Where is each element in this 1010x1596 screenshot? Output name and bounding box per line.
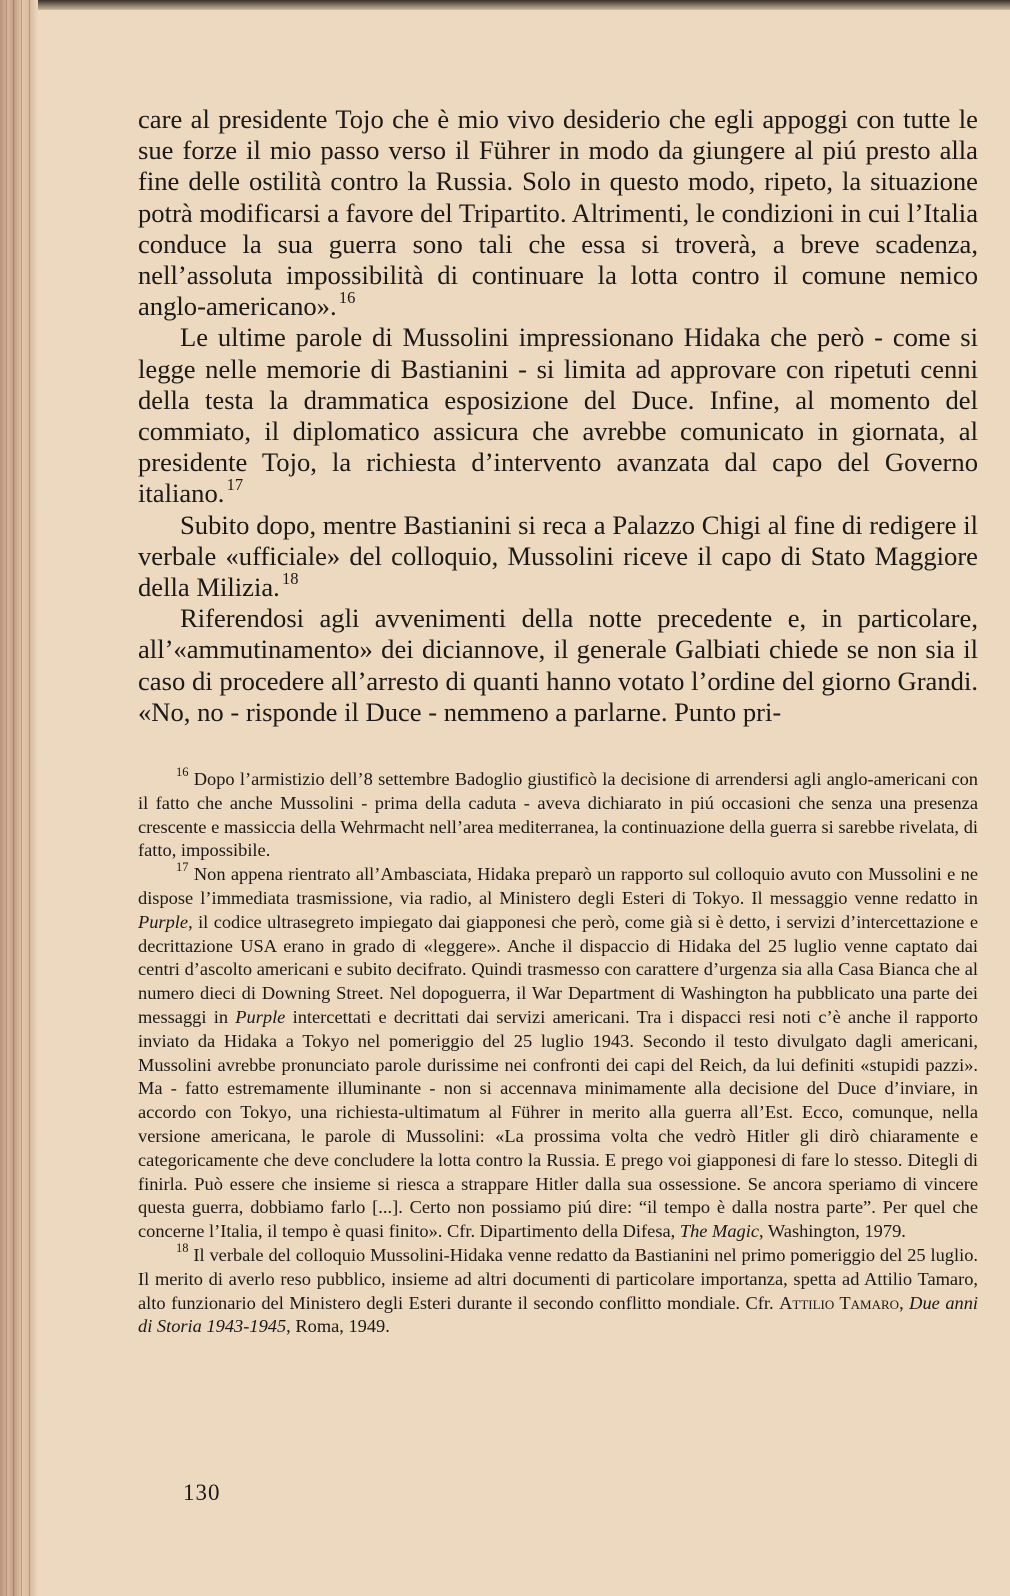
paragraph-4: Riferendosi agli avvenimenti della notte precedente e, in particolare, all’«ammutinamento» dei diciannove, il generale Galbiati chiede se non sia il caso di procedere all’arresto di quanti hanno votato l’ordine del giorno Grandi. «No, no - risponde il Duce - nemmeno a parlarne. Punto pri- [138,603,978,727]
cited-author: Attilio Tamaro [779,1292,900,1313]
gutter-line [29,0,30,1596]
footnote-number: 16 [176,765,189,779]
footnote-number: 18 [176,1240,189,1255]
paragraph-2: Le ultime parole di Mussolini impressionano Hidaka che però - come si legge nelle memorie di Bastianini - si limita ad approvare con ripetuti cenni della testa la drammatica esposizione del Duce. Infine, al momento del commiato, il diplomatico assicura che avrebbe comunicato in giornata, al presidente Tojo, la richiesta d’intervento avanzata dal capo del Governo italiano. $^{17}$ [138,322,978,509]
paragraph-3: Subito dopo, mentre Bastianini si reca a Palazzo Chigi al fine di redigere il verbale «ufficiale» del colloquio, Mussolini riceve il capo di Stato Maggiore della Milizia. $^{18}$ [138,509,978,603]
footnote-17: $^{17}$ Non appena rientrato all’Ambasciata, Hidaka preparò un rapporto sul colloquio avuto con Mussolini e ne dispose l’immediata trasmissione, via radio, al Ministero degli Esteri di Tokyo. Il messaggio venne redatto in Purple, il codice ultrasegreto impiegato dai giapponesi che però, come già si è detto, i servizi d’intercettazione e decrittazione USA erano in grado di «leggere». Anche il dispaccio di Hidaka del 25 luglio venne captato dai centri d’ascolto americani e subito decifrato. Quindi trasmesso con carattere d’urgenza sia alla Casa Bianca che al numero dieci di Downing Street. Nel dopoguerra, il War Department di Washington ha pubblicato una parte dei messaggi in Purple intercettati e decrittati dai servizi americani. Tra i dispacci resi noti c’è anche il rapporto inviato da Hidaka a Tokyo nel pomeriggio del 25 luglio 1943. Secondo il testo divulgato dagli americani, Mussolini avrebbe pronunciato parole durissime nei confronti dei capi del Reich, da lui definiti «stupidi pazzi». Ma - fatto estremamente illuminante - non si accennava minimamente alla decisione del Duce d’inviare, in accordo con Tokyo, una richiesta-ultimatum al Führer in merito alla guerra all’Est. Ecco, comunque, nella versione americana, le parole di Mussolini: «La prossima volta che vedrò Hitler gli dirò chiaramente e categoricamente che deve concludere la lotta contro la Russia. E prego voi giapponesi di fare lo stesso. Ditegli di finirla. Può essere che insieme si riesca a strappare Hitler dalla sua ossessione. Se ancora speriamo di vincere questa guerra, dobbiamo farlo [...]. Certo non possiamo piú dire: “il tempo è dalla nostra parte”. Per quel che concerne l’Italia, il tempo è quasi finito». Cfr. Dipartimento della Difesa, The Magic, Washington, 1979. [138,860,978,1242]
footnote-number: 17 [176,860,189,875]
footnote-ref-17: 17 [226,475,244,495]
main-text [138,104,978,728]
gutter-line [6,0,7,1596]
footnote-ref-18: 18 [282,569,299,589]
gutter-line [13,0,14,1596]
footnote-16: $^{16}$ Dopo l’armistizio dell’8 settembre Badoglio giustificò la decisione di arrendersi agli anglo-americani con il fatto che anche Mussolini - prima della caduta - aveva dichiarato in piú occasioni che senza una presenza crescente e massiccia della Wehrmacht nell’area mediterranea, la continuazione della guerra si sarebbe rivelata, di fatto, impossibile. [138,765,978,861]
footnotes [138,765,979,1339]
footnote-18: $^{18}$ Il verbale del colloquio Mussolini-Hidaka venne redatto da Bastianini nel primo pomeriggio del 25 luglio. Il merito di averlo reso pubblico, insieme ad altri documenti di particolare importanza, spetta ad Attilio Tamaro, alto funzionario del Ministero degli Esteri durante il secondo conflitto mondiale. Cfr. Attilio Tamaro, Due anni di Storia 1943-1945, Roma, 1949. [138,1240,979,1337]
gutter-line [21,0,22,1596]
paragraph-1: care al presidente Tojo che è mio vivo desiderio che egli appoggi con tutte le sue forze il mio passo verso il Führer in modo da giungere al piú presto alla fine delle ostilità contro la Russia. Solo in questo modo, ripeto, la situazione potrà modificarsi a favore del Tripartito. Altrimenti, le condizioni in cui l’Italia conduce la sua guerra sono tali che essa si troverà, a breve scadenza, nell’assoluta impossibilità di continuare la lotta contro il comune nemico anglo-americano». $^{16}$ [138,104,978,322]
page-top-edge [0,0,1010,10]
footnote-ref-16: 16 [338,288,356,308]
page-gutter [0,0,38,1596]
page-number: 130 [183,1480,221,1505]
